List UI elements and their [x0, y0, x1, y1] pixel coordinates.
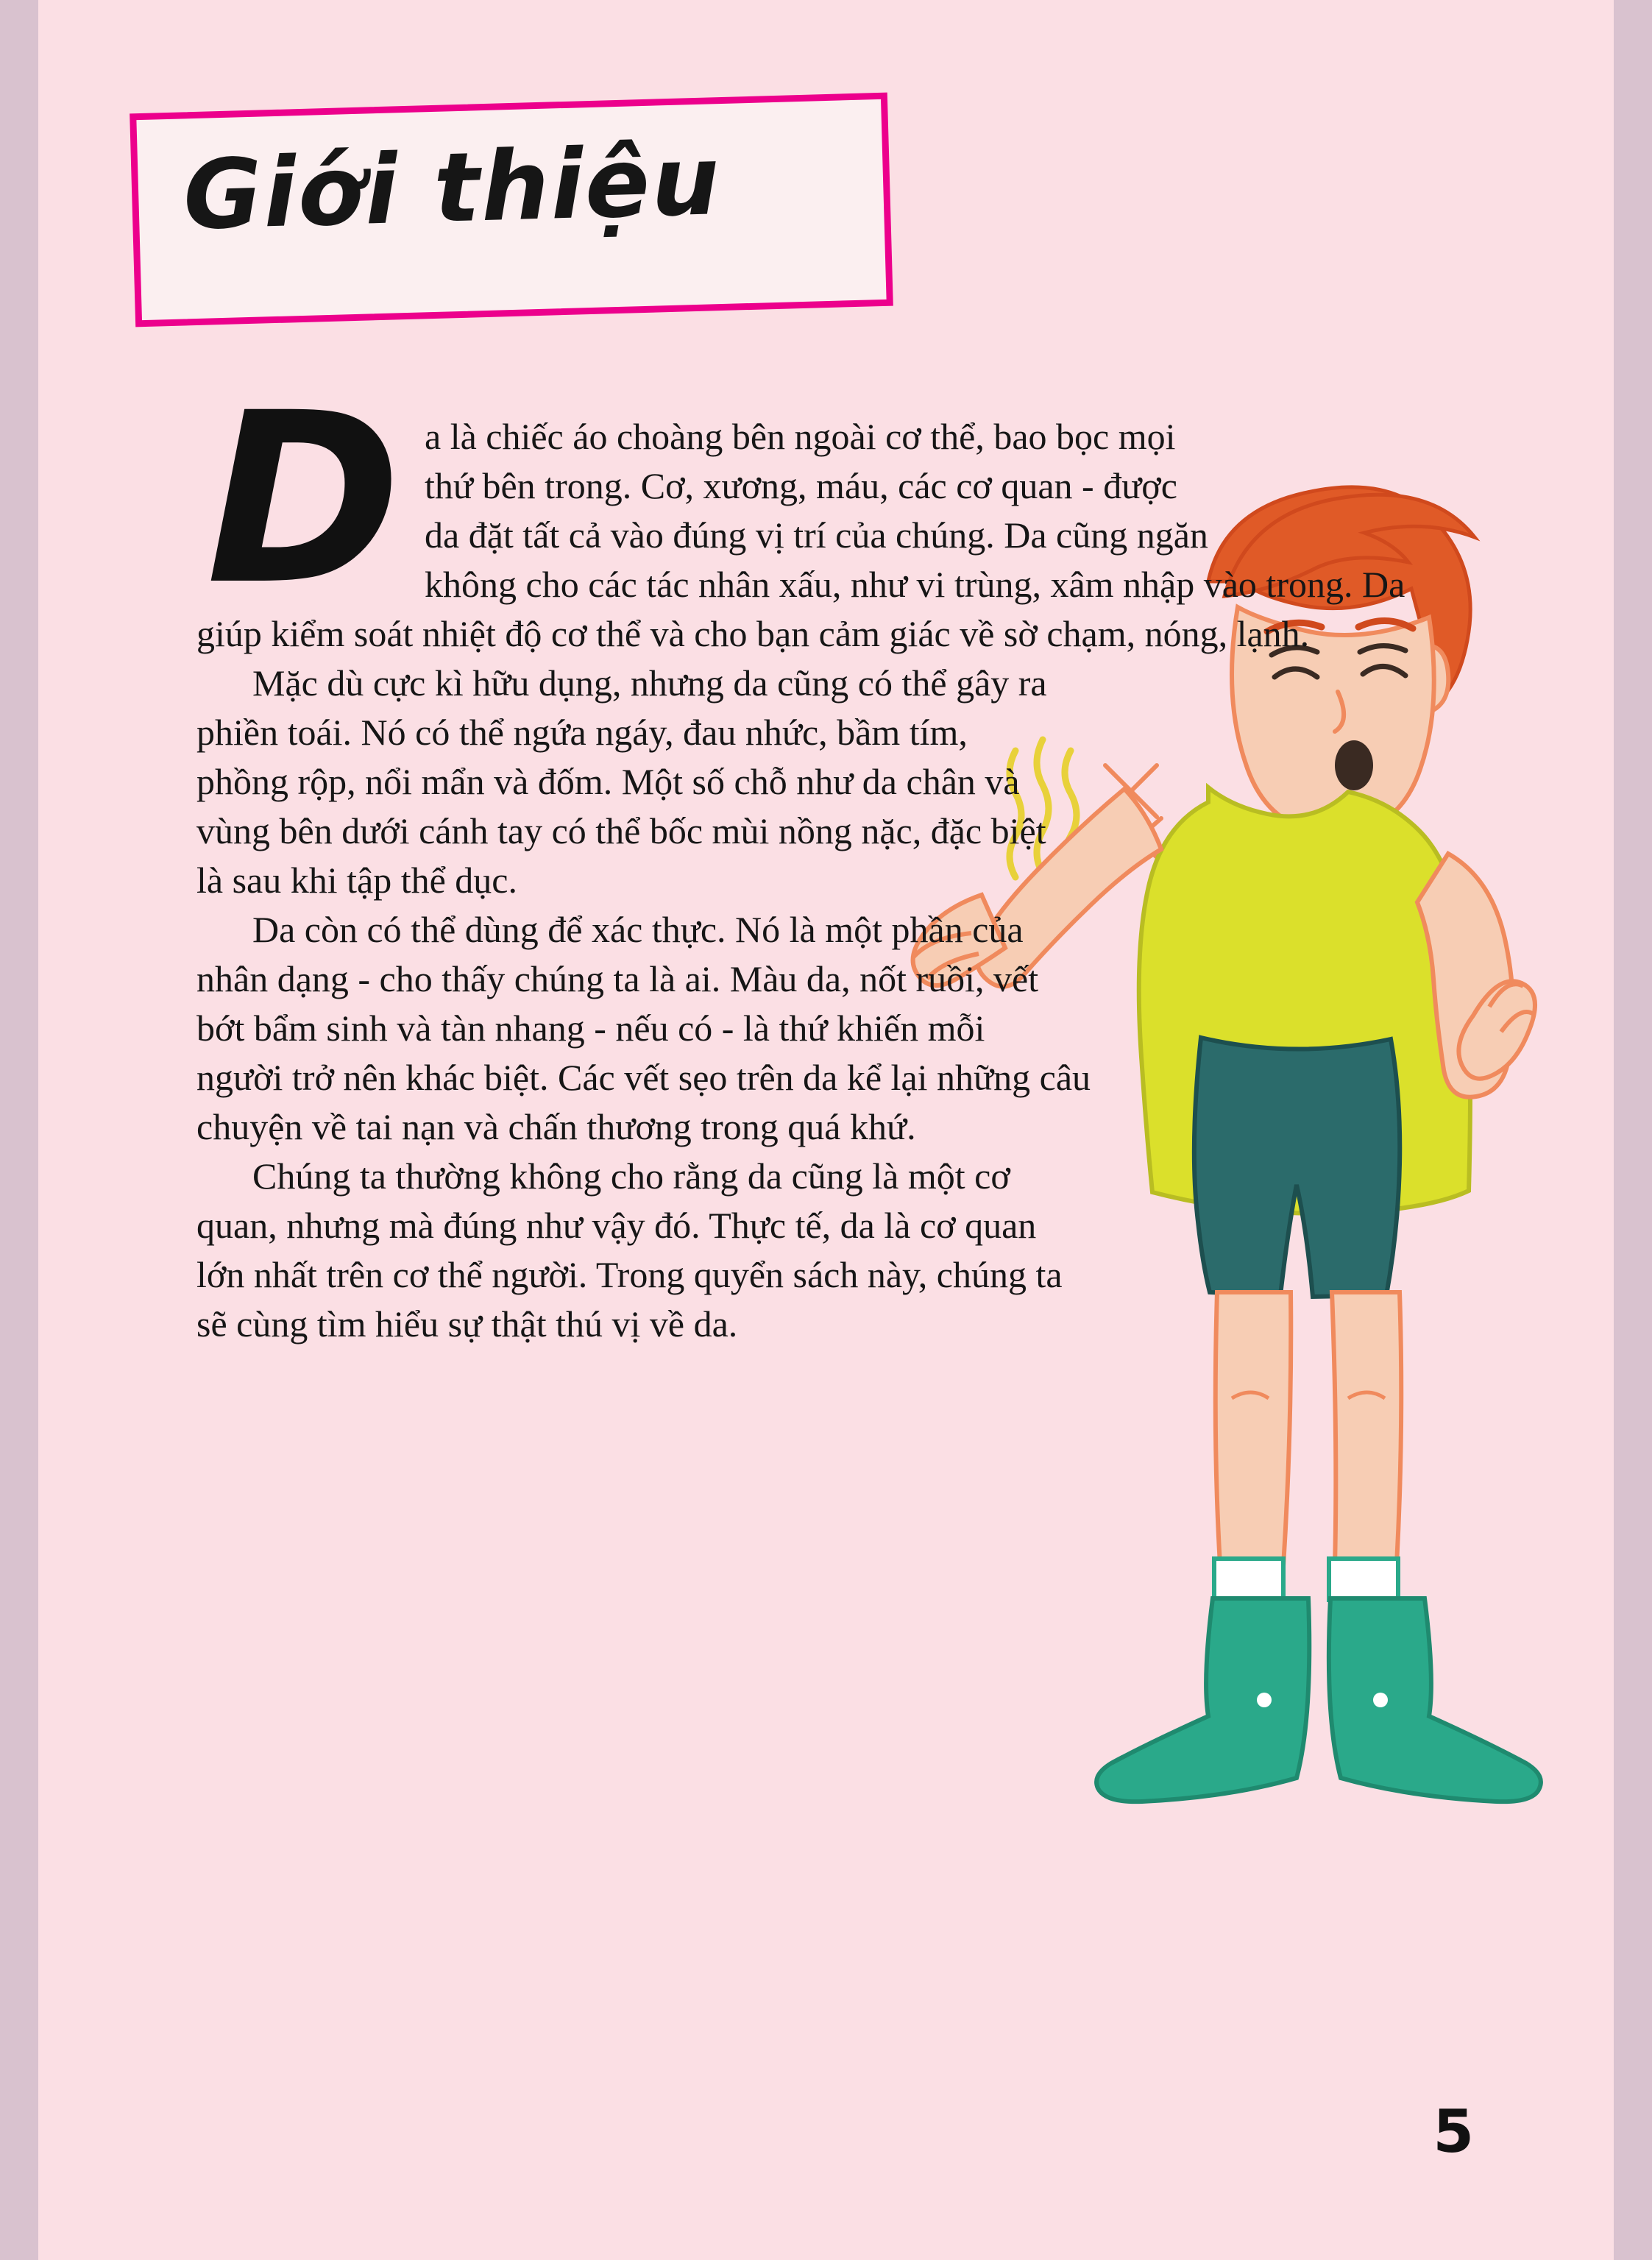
- art-wrap-spacer-b: [1050, 659, 1462, 1012]
- paragraph-4: Chúng ta thường không cho rằng da cũng là một cơ quan, nhưng mà đúng như vậy đó. Thực tế, da là cơ quan lớn nhất trên cơ thể người. Trong quyển sách này, chúng ta sẽ cùng tìm hiểu sự thật thú vị về da.: [196, 1155, 1063, 1345]
- art-wrap-spacer-d: [1065, 1181, 1462, 1608]
- dropcap-wrap-spacer: [196, 412, 425, 596]
- paragraph-2: Mặc dù cực kì hữu dụng, nhưng da cũng có thể gây ra phiền toái. Nó có thể ngứa ngáy, đau nhức, bầm tím, phồng rộp, nổi mẩn và đốm. Một số chỗ như da chân và vùng bên dưới cánh tay có thể bốc mùi nồng nặc, đặc biệt là sau khi tập thể dục.: [196, 662, 1047, 901]
- art-wrap-spacer-c: [1183, 1012, 1462, 1181]
- title-text: Giới thiệu: [182, 124, 723, 252]
- body-text: [196, 412, 1462, 1608]
- art-wrap-spacer-a: [1219, 412, 1462, 537]
- paragraph-1: a là chiếc áo choàng bên ngoài cơ thể, bao bọc mọi thứ bên trong. Cơ, xương, máu, các cơ quan - được da đặt tất cả vào đúng vị trí của chúng. Da cũng ngăn không cho các tác nhân xấu, như vi trùng, xâm nhập vào trong. Da giúp kiểm soát nhiệt độ cơ thể và cho bạn cảm giác về sờ chạm, nóng, lạnh.: [196, 416, 1405, 654]
- book-page: [38, 0, 1614, 2260]
- paragraph-3: Da còn có thể dùng để xác thực. Nó là một phần của nhân dạng - cho thấy chúng ta là ai. Màu da, nốt ruồi, vết bớt bẩm sinh và tàn nhang - nếu có - là thứ khiến mỗi người trở nên khác biệt. Các vết sẹo trên da kể lại những câu chuyện về tai nạn và chấn thương trong quá khứ.: [196, 909, 1091, 1147]
- section-title: [130, 93, 893, 327]
- page-number: 5: [1433, 2097, 1474, 2166]
- drop-cap: D: [206, 363, 402, 637]
